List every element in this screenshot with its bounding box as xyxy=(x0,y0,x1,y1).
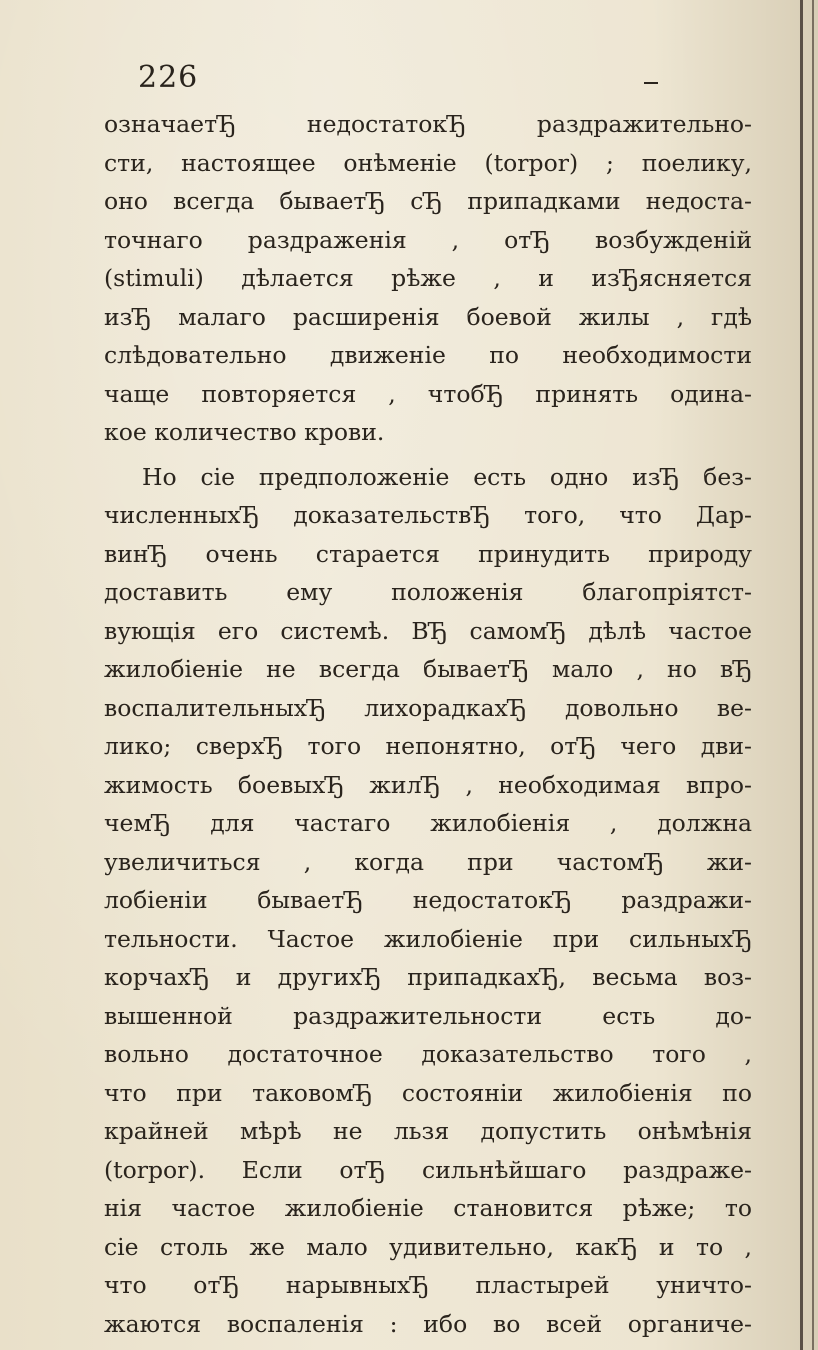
text-line: оно всегда бываетЂ сЂ припадками недоста- xyxy=(104,187,752,215)
text-line: слѣдовательно движеніе по необходимости xyxy=(104,341,752,369)
text-line: что отЂ нарывныхЂ пластырей уничто- xyxy=(104,1271,752,1299)
text-line: жилобіеніе не всегда бываетЂ мало , но вЂ xyxy=(104,655,752,683)
text-line: жаются воспаленія : ибо во всей органиче- xyxy=(104,1309,752,1338)
text-line: лобіеніи бываетЂ недостатокЂ раздражи- xyxy=(104,886,752,914)
text-line: лико; сверхЂ того непонятно, отЂ чего дви- xyxy=(104,732,752,760)
text-line: чаще повторяется , чтобЂ принять одина- xyxy=(104,379,752,408)
text-line: (stimuli) дѣлается рѣже , и изЂясняется xyxy=(104,264,752,292)
text-line: изЂ малаго расширенія боевой жилы , гдѣ xyxy=(104,302,752,331)
text-line: вольно достаточное доказательство того , xyxy=(104,1040,752,1068)
text-line: Но сіе предположеніе есть одно изЂ без- xyxy=(142,462,752,491)
text-line: увеличиться , когда при частомЂ жи- xyxy=(104,847,752,876)
text-line: тельности. Частое жилобіеніе при сильныхЂ xyxy=(104,924,752,953)
text-line: точнаго раздраженія , отЂ возбужденій xyxy=(104,225,752,254)
body-text xyxy=(104,105,752,1343)
text-line: вующія его системѣ. ВЂ самомЂ дѣлѣ частое xyxy=(104,616,752,645)
header-mark xyxy=(644,82,658,84)
text-line: (torpor). Если отЂ сильнѣйшаго раздраже- xyxy=(104,1155,752,1184)
text-line: означаетЂ недостатокЂ раздражительно- xyxy=(104,110,752,138)
text-line: кое количество крови. xyxy=(104,418,385,446)
text-line: численныхЂ доказательствЂ того, что Дар- xyxy=(104,501,752,529)
text-line: крайней мѣрѣ не льзя допустить онѣмѣнія xyxy=(104,1117,752,1145)
text-line: корчахЂ и другихЂ припадкахЂ, весьма воз- xyxy=(104,963,752,991)
text-line: сіе столь же мало удивительно, какЂ и то , xyxy=(104,1232,752,1261)
text-line: нія частое жилобіеніе становится рѣже; то xyxy=(104,1194,752,1222)
page-edge-shadow xyxy=(800,0,803,1350)
text-line: винЂ очень старается принудить природу xyxy=(104,539,752,568)
text-line: воспалительныхЂ лихорадкахЂ довольно ве- xyxy=(104,693,752,722)
page-edge-line xyxy=(812,0,814,1350)
text-line: что при таковомЂ состояніи жилобіенія по xyxy=(104,1078,752,1107)
text-line: чемЂ для частаго жилобіенія , должна xyxy=(104,809,752,837)
page-number: 226 xyxy=(138,60,199,95)
text-line: доставить ему положенія благопріятст- xyxy=(104,578,752,606)
text-line: жимость боевыхЂ жилЂ , необходимая впро- xyxy=(104,770,752,799)
text-line: вышенной раздражительности есть до- xyxy=(104,1001,752,1030)
text-line: сти, настоящее онѣменіе (torpor) ; поелику, xyxy=(104,148,752,177)
